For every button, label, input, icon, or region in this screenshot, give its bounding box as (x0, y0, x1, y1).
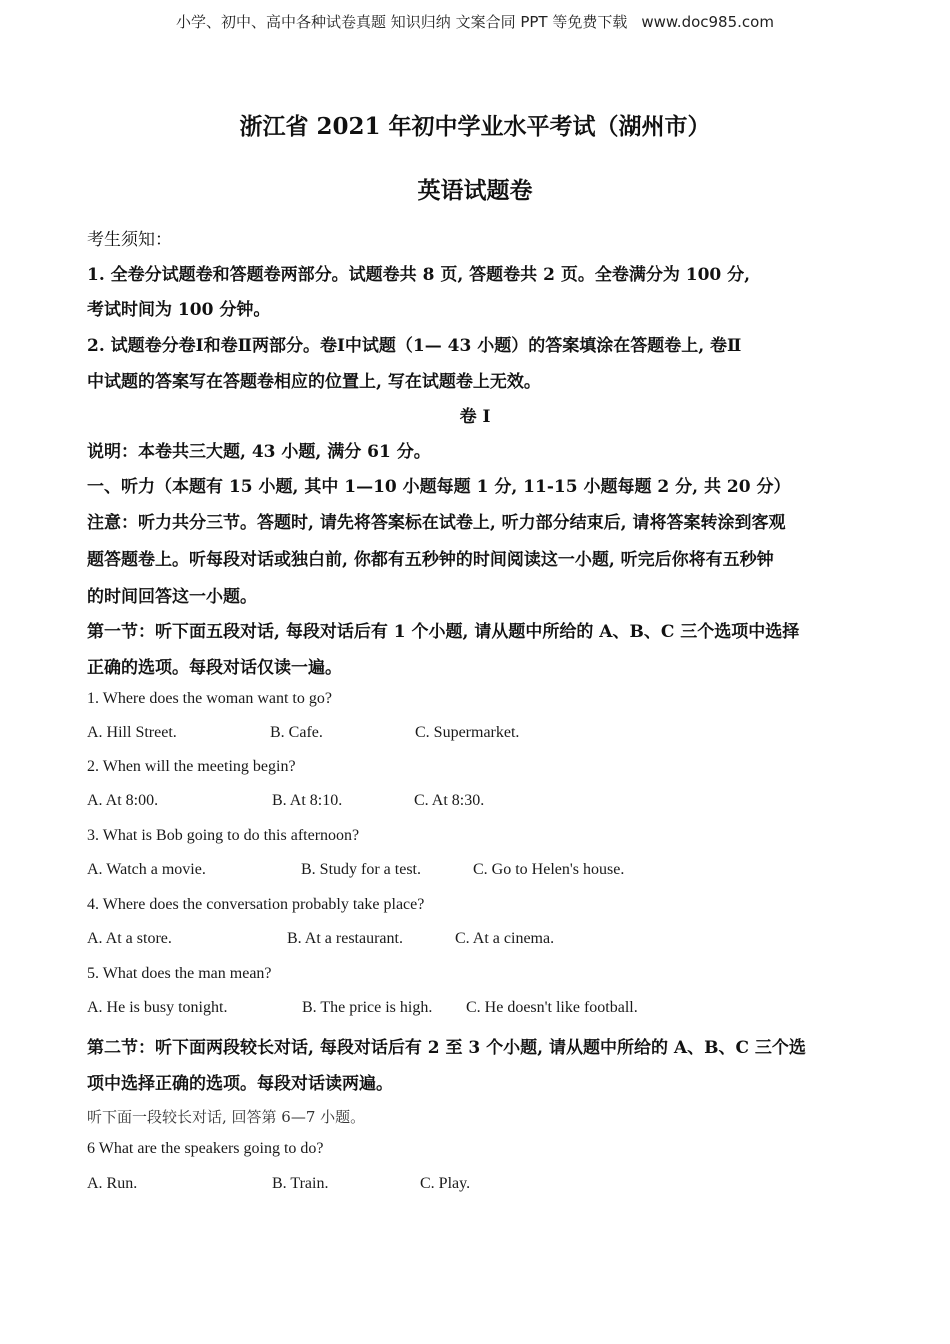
question-5-option-a: A. He is busy tonight. (87, 999, 228, 1016)
notice-heading: 考生须知： (87, 230, 172, 250)
question-5: 5. What does the man mean? (87, 965, 272, 982)
header-site-link[interactable]: www.doc985.com (641, 13, 774, 31)
volume-description: 说明：本卷共三大题, 43 小题, 满分 61 分。 (87, 442, 431, 462)
question-2-option-a: A. At 8:00. (87, 792, 159, 809)
question-1-option-a: A. Hill Street. (87, 724, 177, 741)
question-5-option-c: C. He doesn't like football. (466, 999, 638, 1016)
question-2-option-b: B. At 8:10. (272, 792, 343, 809)
question-4: 4. Where does the conversation probably take place? (87, 896, 425, 913)
part1-instruction-line2: 正确的选项。每段对话仅读一遍。 (87, 658, 342, 678)
question-1-option-b: B. Cafe. (270, 724, 323, 741)
question-6-option-b: B. Train. (272, 1175, 329, 1192)
part1-instruction-line1: 第一节：听下面五段对话, 每段对话后有 1 个小题, 请从题中所给的 A、B、C 三个选项中选择 (87, 622, 800, 642)
section1-title: 一、听力（本题有 15 小题, 其中 1—10 小题每题 1 分, 11-15 小题每题 2 分, 共 20 分） (87, 477, 791, 497)
question-1: 1. Where does the woman want to go? (87, 690, 332, 707)
question-6: 6 What are the speakers going to do? (87, 1140, 324, 1157)
header-text: 小学、初中、高中各种试卷真题 知识归纳 文案合同 PPT 等免费下载 (176, 13, 628, 31)
part2-instruction-line2: 项中选择正确的选项。每段对话读两遍。 (87, 1074, 393, 1094)
part2-intro: 听下面一段较长对话, 回答第 6—7 小题。 (87, 1108, 366, 1126)
question-1-option-c: C. Supermarket. (415, 724, 520, 741)
section1-note-line1: 注意：听力共分三节。答题时, 请先将答案标在试卷上, 听力部分结束后, 请将答案转涂到客观 (87, 513, 786, 533)
section1-note-line3: 的时间回答这一小题。 (87, 587, 257, 607)
question-3: 3. What is Bob going to do this afternoon? (87, 827, 360, 844)
exam-subtitle: 英语试题卷 (417, 177, 533, 204)
section1-note-line2: 题答题卷上。听每段对话或独白前, 你都有五秒钟的时间阅读这一小题, 听完后你将有五秒钟 (87, 550, 774, 570)
page-header (0, 11, 950, 32)
question-4-option-a: A. At a store. (87, 930, 172, 947)
question-4-option-c: C. At a cinema. (455, 930, 555, 947)
notice-item2-line1: 2. 试题卷分卷Ⅰ和卷Ⅱ两部分。卷Ⅰ中试题（1— 43 小题）的答案填涂在答题卷上, 卷Ⅱ (87, 336, 742, 356)
question-2-option-c: C. At 8:30. (414, 792, 485, 809)
part2-instruction-line1: 第二节：听下面两段较长对话, 每段对话后有 2 至 3 个小题, 请从题中所给的 A、B、C 三个选 (87, 1038, 806, 1058)
exam-title: 浙江省 2021 年初中学业水平考试（湖州市） (239, 113, 711, 140)
question-6-option-c: C. Play. (420, 1175, 471, 1192)
notice-item1-line1: 1. 全卷分试题卷和答题卷两部分。试题卷共 8 页, 答题卷共 2 页。全卷满分为 100 分, (87, 265, 751, 285)
question-3-option-b: B. Study for a test. (301, 861, 421, 878)
notice-item1-line2: 考试时间为 100 分钟。 (87, 300, 271, 320)
question-6-option-a: A. Run. (87, 1175, 138, 1192)
question-3-option-a: A. Watch a movie. (87, 861, 206, 878)
question-5-option-b: B. The price is high. (302, 999, 433, 1016)
question-4-option-b: B. At a restaurant. (287, 930, 403, 947)
notice-item2-line2: 中试题的答案写在答题卷相应的位置上, 写在试题卷上无效。 (87, 372, 541, 392)
question-3-option-c: C. Go to Helen's house. (473, 861, 625, 878)
question-2: 2. When will the meeting begin? (87, 758, 296, 775)
volume-heading: 卷 I (459, 407, 491, 427)
